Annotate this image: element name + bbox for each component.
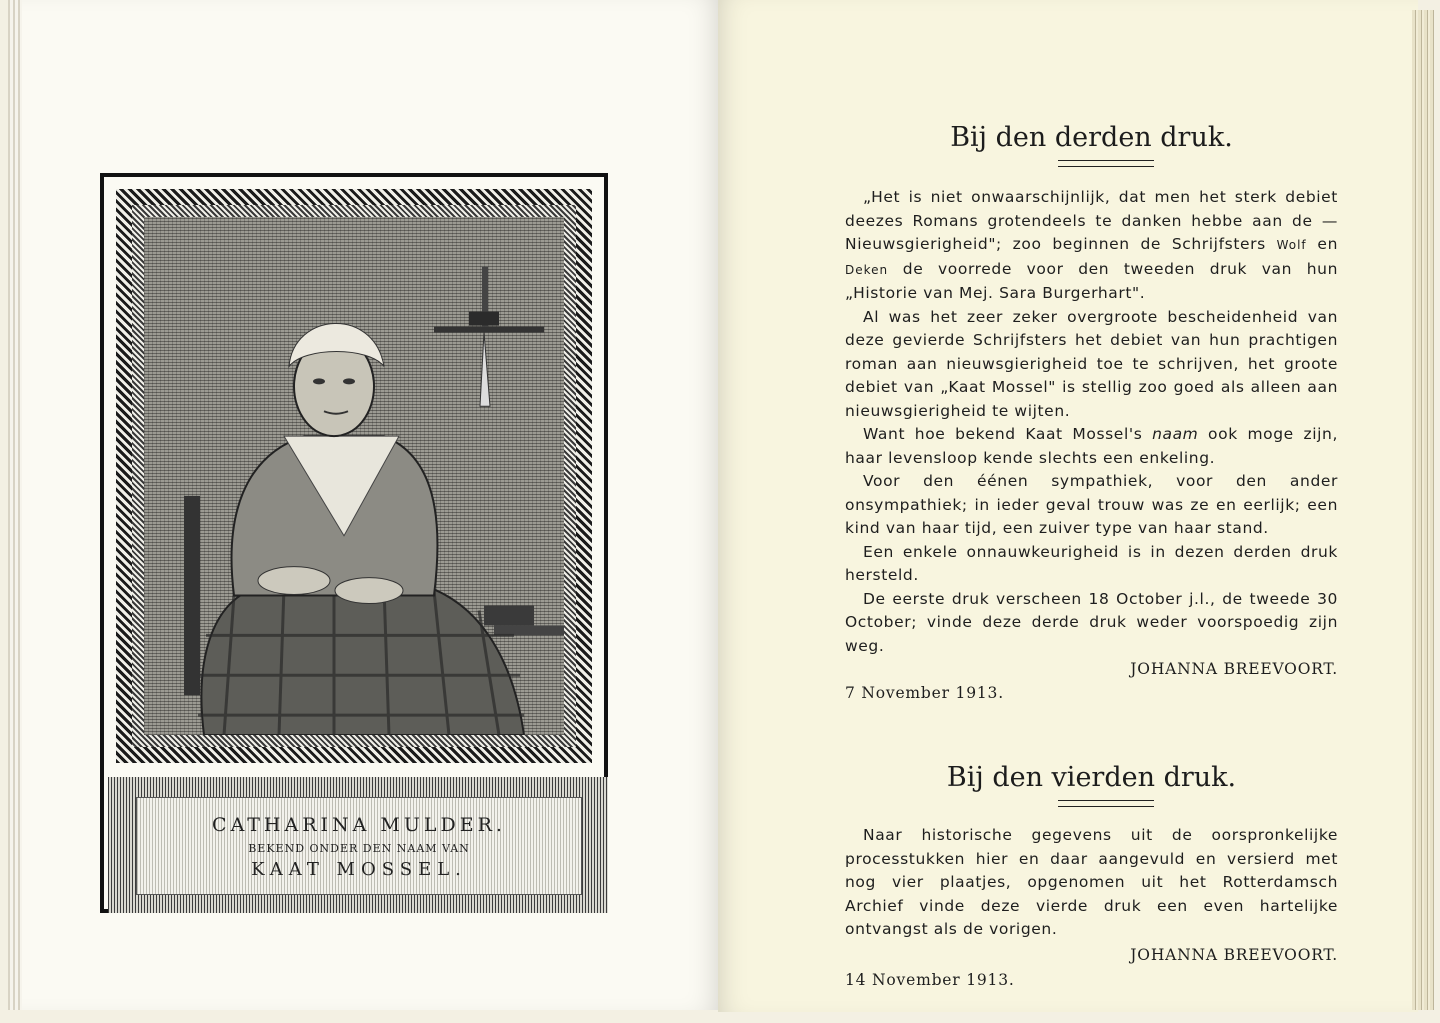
portrait-illustration [144,217,564,735]
paragraph: Naar historische gegevens uit de oorspronkelijke processtukken hier en daar aangevuld en versierd met nog vier plaatjes, opgenomen uit het Rotterdamsch Archief vinde deze vierde druk een even hartelijke ontvangst als de vorigen. [845,826,1338,938]
paragraph: Al was het zeer zeker overgroote bescheidenheid van deze gevierde Schrijfsters het debiet van hun prachtigen roman aan nieuwsgierigheid toe te schrijven, het groote debiet van „Kaat Mossel" is stellig zoo goed als alleen aan nieuwsgierigheid te wijten. [845,307,1338,420]
paragraph: Want hoe bekend Kaat Mossel's naam ook moge zijn, haar levensloop kende slechts een enkeling. [845,425,1338,467]
heading-rule [1058,800,1154,807]
signature: JOHANNA BREEVOORT. [1130,946,1338,964]
page-edges-right [1412,10,1434,1010]
caption-box [136,797,582,895]
date: 7 November 1913. [845,684,1004,702]
paragraph: De eerste druk verscheen 18 October j.l., de tweede 30 October; vinde deze derde druk weder voorspoedig zijn weg. [845,589,1338,655]
caption-name: CATHARINA MULDER. [212,814,506,836]
caption-pedestal [108,777,608,913]
paragraph: Een enkele onnauwkeurigheid is in dezen derden druk hersteld. [845,542,1338,584]
engraving-plate [100,173,608,913]
heading-fourth-edition: Bij den vierden druk. [946,762,1237,793]
paragraph: Voor den éénen sympathiek, voor den ander onsympathiek; in ieder geval trouw was ze en eerlijk; een kind van haar tijd, een zuiver type van haar stand. [845,472,1338,537]
caption-alias: KAAT MOSSEL. [251,859,467,880]
portrait-engraving [144,217,564,735]
heading-third-edition: Bij den derden druk. [950,122,1233,153]
signature: JOHANNA BREEVOORT. [1130,660,1338,678]
date: 14 November 1913. [845,971,1015,989]
preface-fourth-edition [845,824,1338,942]
heading-rule [1058,160,1154,167]
caption-subtitle: BEKEND ONDER DEN NAAM VAN [248,842,470,855]
preface-third-edition [845,186,1338,658]
decorative-frame [116,189,592,763]
paragraph: „Het is niet onwaarschijnlijk, dat men het sterk debiet deezes Romans grotendeels te danken hebbe aan de — Nieuwsgierigheid"; zoo beginnen de Schrijfsters Wolf en Deken de voorrede voor den tweeden druk van hun „Historie van Mej. Sara Burgerhart". [845,188,1338,302]
